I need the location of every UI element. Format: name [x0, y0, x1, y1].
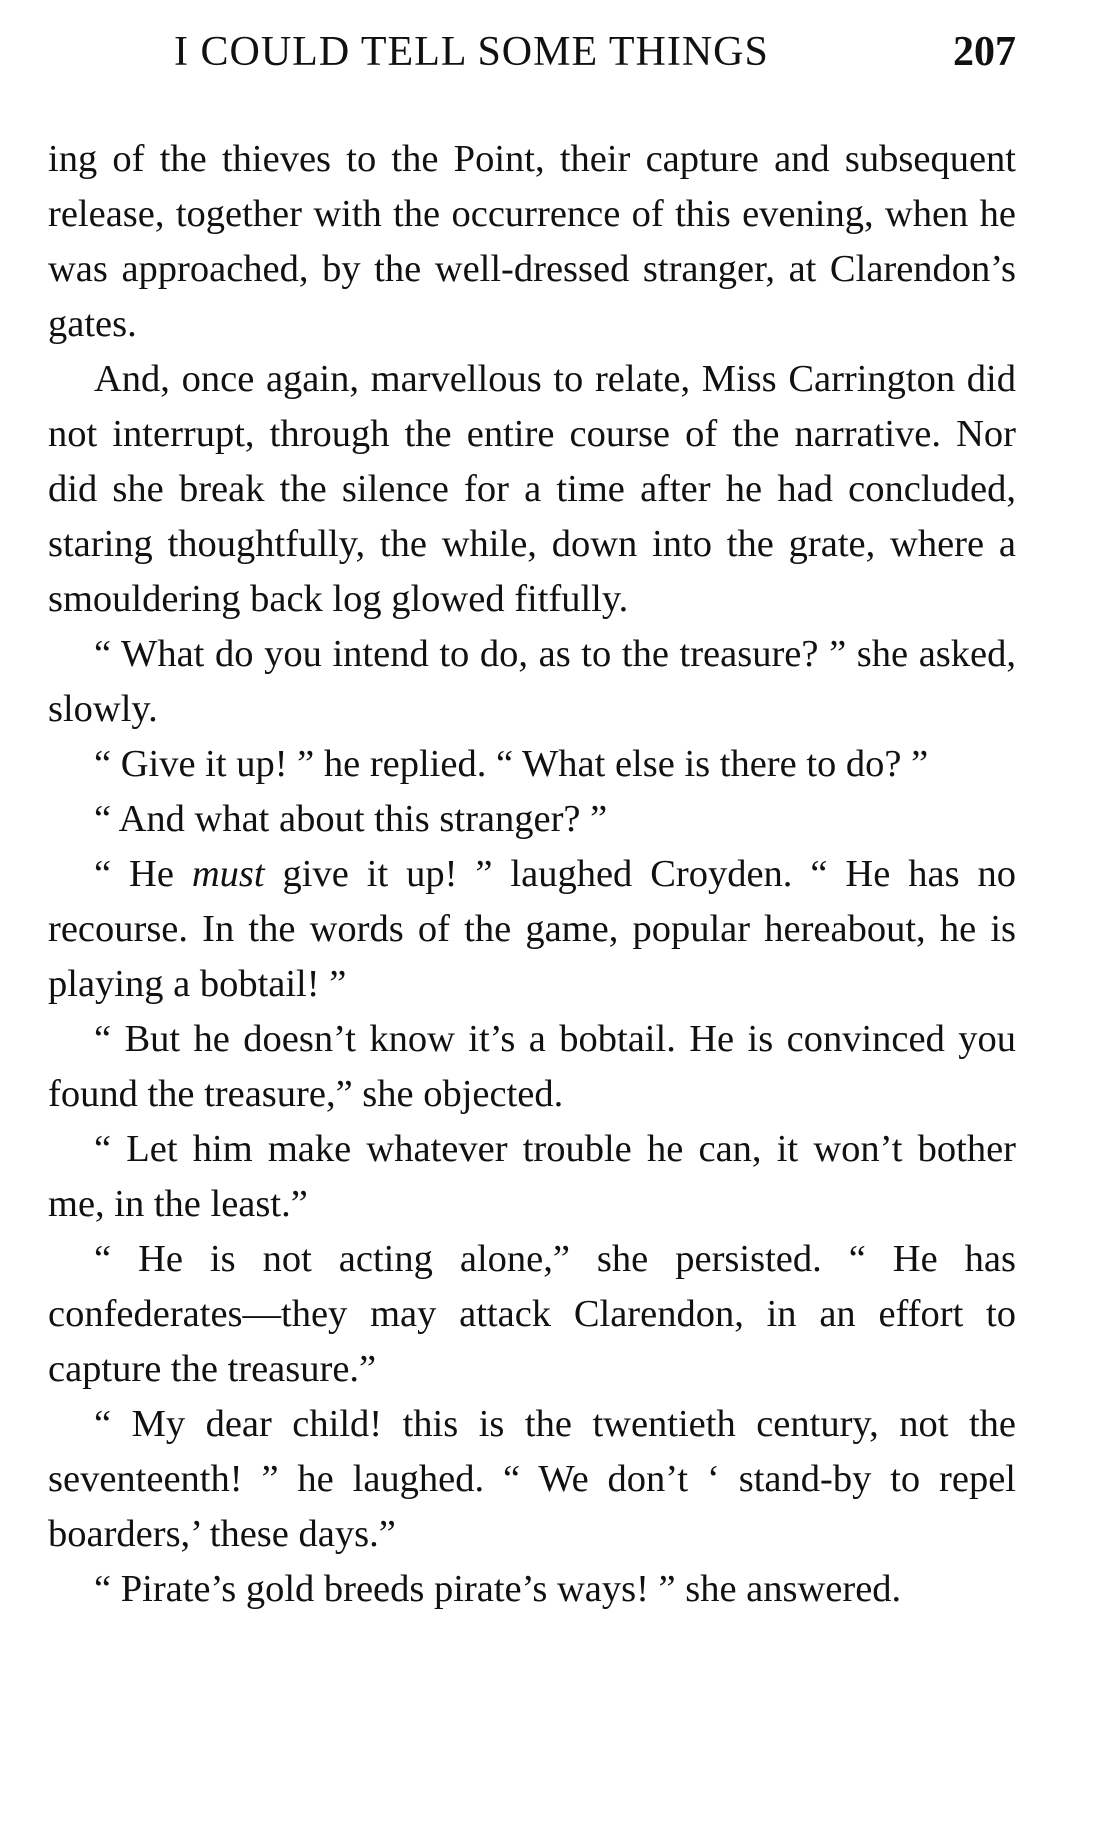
paragraph: And, once again, marvellous to relate, Miss Carrington did not interrupt, through the entire course of the narrative. Nor did she break the silence for a time after he had concluded, staring thoughtfully, the while, down into the grate, where a smouldering back log glowed fitfully. — [48, 358, 1016, 620]
running-head: I COULD TELL SOME THINGS — [174, 29, 769, 75]
page-number: 207 — [953, 29, 1016, 75]
paragraph: “ Pirate’s gold breeds pirate’s ways! ” she answered. — [94, 1568, 902, 1610]
paragraph: “ He is not acting alone,” she persisted. “ He has confederates—they may attack Clarendon, in an effort to capture the treasure.” — [48, 1238, 1016, 1390]
page-header — [48, 28, 1016, 88]
paragraph: “ Give it up! ” he replied. “ What else is there to do? ” — [94, 743, 929, 785]
paragraph: “ But he doesn’t know it’s a bobtail. He is convinced you found the treasure,” she objected. — [48, 1018, 1016, 1115]
paragraph: “ What do you intend to do, as to the treasure? ” she asked, slowly. — [48, 633, 1016, 730]
paragraph: “ And what about this stranger? ” — [94, 798, 608, 840]
paragraph-text: “ He — [94, 853, 192, 895]
paragraph-text: give it up! ” laughed Croyden. “ He has no recourse. In the words of the game, popular hereabout, he is playing a bobtail! ” — [48, 853, 1016, 1005]
paragraph: “ Let him make whatever trouble he can, it won’t bother me, in the least.” — [48, 1128, 1016, 1225]
emphasis-text: must — [191, 853, 265, 895]
paragraph — [48, 847, 1016, 1012]
paragraph: ing of the thieves to the Point, their capture and subsequent release, together with the occurrence of this evening, when he was approached, by the well-dressed stranger, at Clarendon’s gates. — [48, 138, 1016, 345]
body-text — [48, 132, 1016, 1617]
paragraph: “ My dear child! this is the twentieth century, not the seventeenth! ” he laughed. “ We don’t ‘ stand-by to repel boarders,’ these days.” — [48, 1403, 1016, 1555]
